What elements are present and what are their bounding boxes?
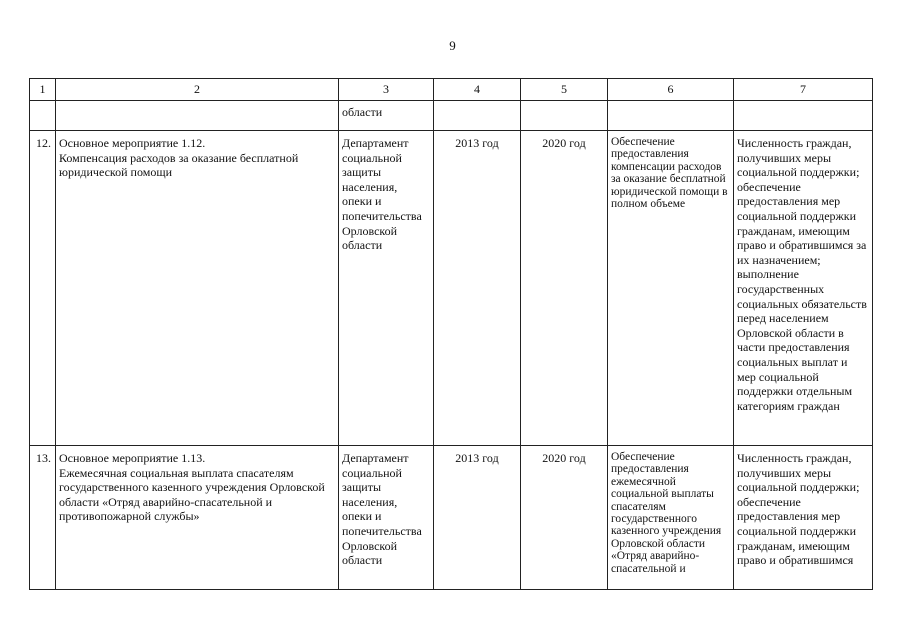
continuation-row bbox=[30, 101, 873, 131]
table-row bbox=[30, 446, 873, 590]
measure-title: Основное мероприятие 1.12. bbox=[59, 136, 206, 150]
measure-title: Основное мероприятие 1.13. bbox=[59, 451, 206, 465]
measures-table bbox=[29, 78, 873, 590]
measure-description: Компенсация расходов за оказание бесплатной юридической помощи bbox=[59, 150, 299, 180]
table-row bbox=[30, 131, 873, 446]
table-cell bbox=[734, 101, 873, 131]
start-year-cell: 2013 год bbox=[434, 131, 521, 446]
measure-cell bbox=[56, 131, 339, 446]
header-cell: 1 bbox=[30, 79, 56, 101]
header-cell: 5 bbox=[521, 79, 608, 101]
indicators-cell: Численность граждан, получивших меры социальной поддержки; обеспечение предоставления мер социальной поддержки гражданам, имеющим право и обратившимся bbox=[734, 446, 873, 590]
expected-result-cell: Обеспечение предоставления ежемесячной социальной выплаты спасателям государственного казенного учреждения Орловской области «Отряд аварийно-спасательной и bbox=[608, 446, 734, 590]
indicators-cell: Численность граждан, получивших меры социальной поддержки; обеспечение предоставления мер социальной поддержки гражданам, имеющим право и обратившимся за их назначением; выполнение государственных социальных обязательств перед населением Орловской области в части предоставления социальных выплат и мер социальной поддержки отдельным категориям граждан bbox=[734, 131, 873, 446]
end-year-cell: 2020 год bbox=[521, 446, 608, 590]
header-cell: 7 bbox=[734, 79, 873, 101]
table-cell: области bbox=[339, 101, 434, 131]
measure-description: Ежемесячная социальная выплата спасателям государственного казенного учреждения Орловской области «Отряд аварийно-спасательной и противопожарной службы» bbox=[59, 465, 325, 524]
table-cell bbox=[608, 101, 734, 131]
page-number: 9 bbox=[449, 38, 456, 53]
executor-cell: Департамент социальной защиты населения, опеки и попечительства Орловской области bbox=[339, 131, 434, 446]
end-year-cell: 2020 год bbox=[521, 131, 608, 446]
expected-result-cell: Обеспечение предоставления компенсации расходов за оказание бесплатной юридической помощи в полном объеме bbox=[608, 131, 734, 446]
header-cell: 3 bbox=[339, 79, 434, 101]
table-cell bbox=[30, 101, 56, 131]
table-cell bbox=[56, 101, 339, 131]
table-cell bbox=[521, 101, 608, 131]
executor-cell: Департамент социальной защиты населения, опеки и попечительства Орловской области bbox=[339, 446, 434, 590]
header-cell: 4 bbox=[434, 79, 521, 101]
row-number: 13. bbox=[30, 446, 56, 590]
header-cell: 6 bbox=[608, 79, 734, 101]
row-number: 12. bbox=[30, 131, 56, 446]
table-header-row bbox=[30, 79, 873, 101]
table-cell bbox=[434, 101, 521, 131]
start-year-cell: 2013 год bbox=[434, 446, 521, 590]
measure-cell bbox=[56, 446, 339, 590]
header-cell: 2 bbox=[56, 79, 339, 101]
